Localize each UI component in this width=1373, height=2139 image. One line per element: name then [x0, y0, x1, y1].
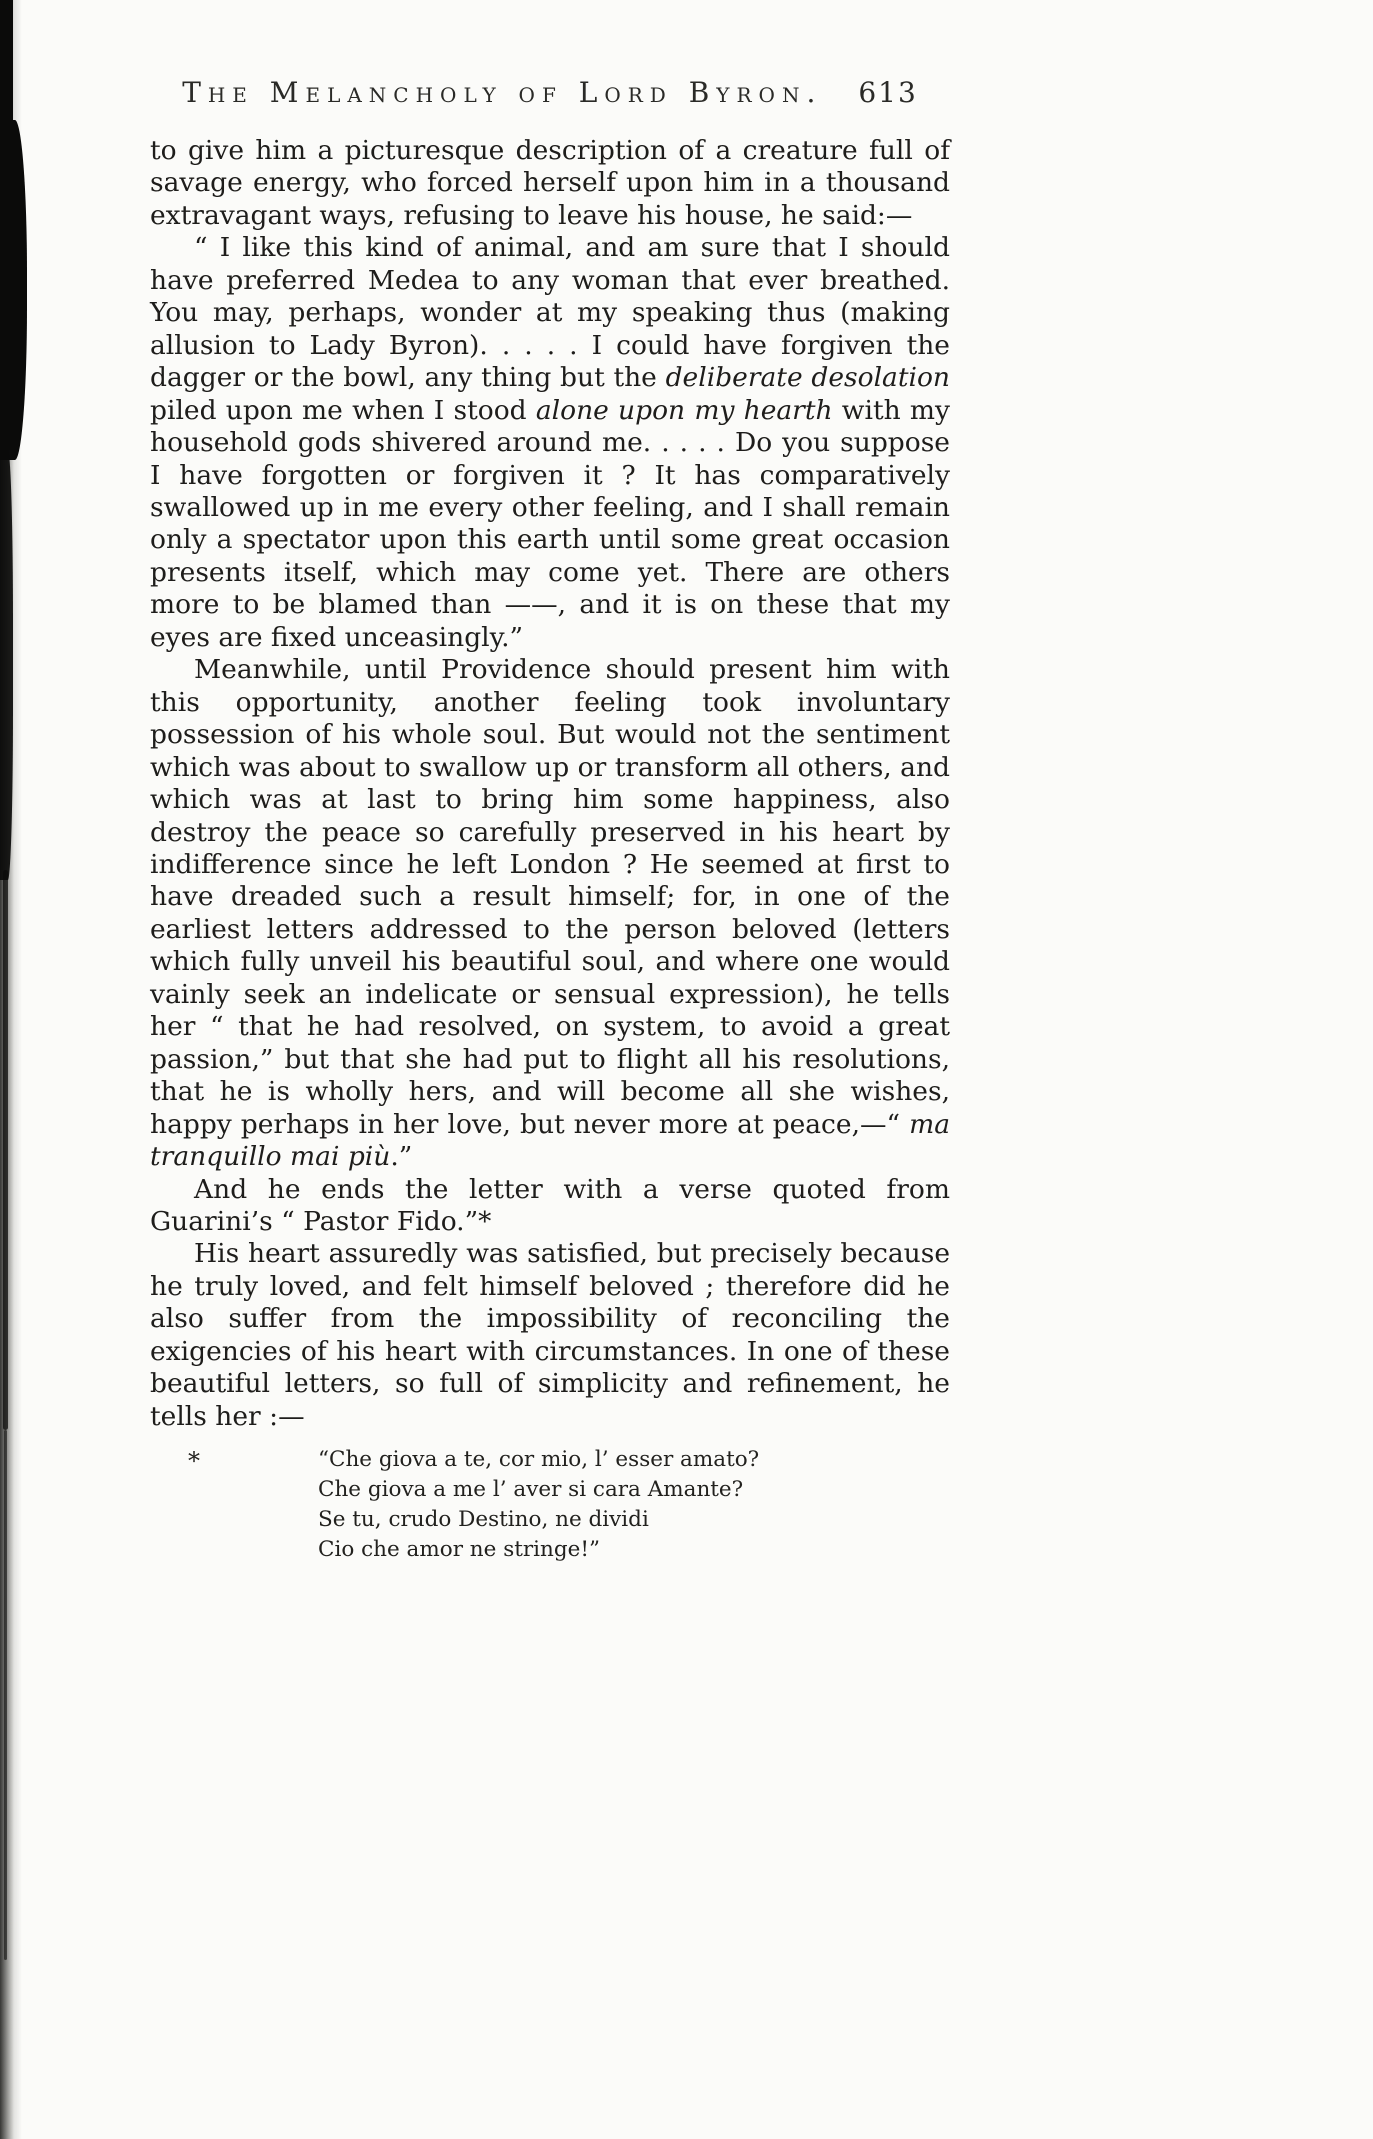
paragraph	[150, 135, 950, 232]
footnote-marker: *	[188, 1447, 200, 1476]
footnote-verse	[318, 1445, 759, 1565]
text-run: to give him a picturesque description of a creature full of savage energy, who forced herself upon him in a thousand extravagant ways, refusing to leave his house, he said:—	[150, 135, 950, 231]
footnote-line: Se tu, crudo Destino, ne dividi	[318, 1507, 649, 1533]
text-run: .”	[390, 1141, 413, 1173]
paragraph	[150, 654, 950, 1173]
italic-run: deliberate desolation	[665, 362, 950, 394]
paragraph	[150, 1174, 950, 1239]
text-run: His heart assuredly was satisfied, but precisely because he truly loved, and felt himself beloved ; therefore did he also suffer from the impossibility of reconciling the exigencies of his heart with circumstances. In one of these beautiful letters, so full of simplicity and refinement, he tells her :—	[150, 1238, 950, 1432]
binding-ink-blob	[0, 120, 27, 460]
footnote	[150, 1445, 950, 1565]
page-title: The Melancholy of Lord Byron.	[182, 76, 823, 109]
binding-ink-blob	[3, 870, 8, 1430]
italic-run: ma tranquillo mai più	[150, 1108, 950, 1173]
footnote-line: “Che giova a te, cor mio, l’ esser amato?	[318, 1447, 760, 1473]
text-run: “ I like this kind of animal, and am sure that I should have preferred Medea to any woman that ever breathed. You may, perhaps, wonder at my speaking thus (making allusion to Lady Byron). . . . . I could have forgiven the dagger or the bowl, any thing but the	[150, 232, 950, 394]
text-run: with my household gods shivered around me. . . . . Do you suppose I have forgotten or forgiven it ? It has comparatively swallowed up in me every other feeling, and I shall remain only a spectator upon this earth until some great occasion presents itself, which may come yet. There are others more to be blamed than ——, and it is on these that my eyes are fixed unceasingly.”	[150, 394, 950, 653]
paragraph	[150, 232, 950, 654]
text-run: piled upon me when I stood	[150, 394, 536, 426]
italic-run: alone upon my hearth	[535, 394, 833, 426]
footnote-line: Che giova a me l’ aver si cara Amante?	[318, 1477, 744, 1503]
text-run: Meanwhile, until Providence should present him with this opportunity, another feeling took involuntary possession of his whole soul. But would not the sentiment which was about to swallow up or transform all others, and which was at last to bring him some happiness, also destroy the peace so carefully preserved in his heart by indifference since he left London ? He seemed at first to have dreaded such a result himself; for, in one of the earliest letters addressed to the person beloved (letters which fully unveil his beautiful soul, and where one would vainly seek an indelicate or sensual expression), he tells her “ that he had resolved, on system, to avoid a great passion,” but that she had put to flight all his resolutions, that he is wholly hers, and will become all she wishes, happy perhaps in her love, but never more at peace,—“	[150, 654, 950, 1140]
page-content	[150, 76, 950, 1566]
binding-ink-blob	[0, 450, 13, 880]
running-head	[150, 76, 950, 109]
text-run: And he ends the letter with a verse quoted from Guarini’s “ Pastor Fido.”*	[150, 1173, 950, 1237]
footnote-line: Cio che amor ne stringe!”	[318, 1537, 601, 1563]
page-number: 613	[858, 76, 918, 109]
binding-ink-blob	[4, 1430, 7, 1960]
body-text	[150, 135, 950, 1433]
paragraph	[150, 1238, 950, 1433]
